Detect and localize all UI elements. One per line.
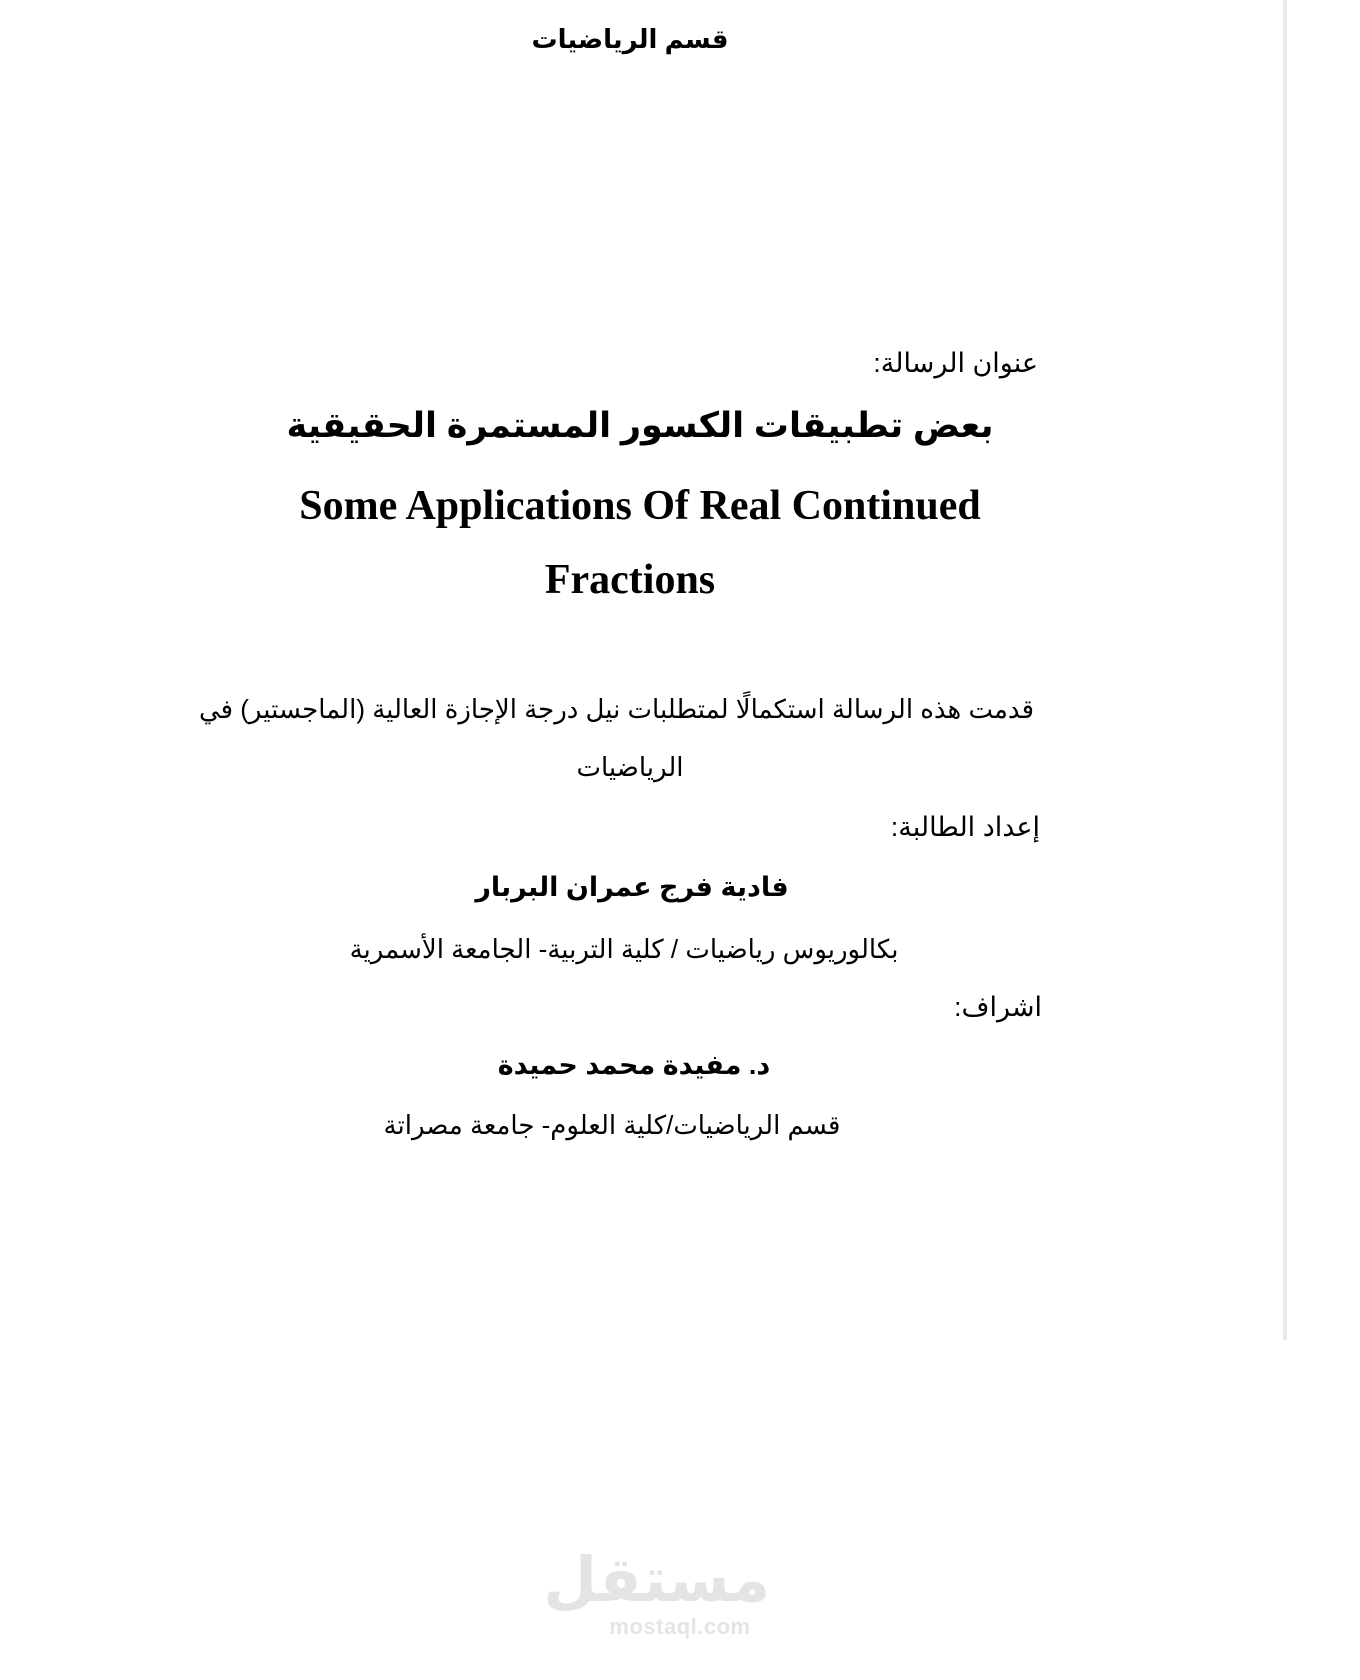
thesis-title-label: عنوان الرسالة: (873, 348, 1038, 378)
student-degree-text: بكالوريوس رياضيات / كلية التربية- الجامعة الأسمرية (349, 934, 899, 964)
supervisor-affiliation-text: قسم الرياضيات/كلية العلوم- جامعة مصراتة (383, 1110, 841, 1140)
supervisor-name (0, 1050, 1360, 1081)
student-degree (0, 934, 1360, 965)
student-label: إعداد الطالبة: (890, 812, 1040, 842)
supervisor-affiliation (0, 1110, 1360, 1141)
student-name-text: فادية فرج عمران البربار (475, 872, 789, 902)
submission-statement-line1: قدمت هذه الرسالة استكمالًا لمتطلبات نيل درجة الإجازة العالية (الماجستير) في (198, 694, 1034, 724)
supervisor-name-text: د. مفيدة محمد حميدة (497, 1050, 771, 1080)
student-name (0, 872, 1360, 903)
thesis-title-arabic-text: بعض تطبيقات الكسور المستمرة الحقيقية (286, 406, 994, 445)
supervisor-label: اشراف: (953, 992, 1042, 1022)
submission-statement-line2 (0, 752, 1360, 783)
watermark-brand-english: mostaql.com (609, 1614, 751, 1639)
department-header-text: قسم الرياضيات (531, 24, 729, 54)
submission-statement-line2-text: الرياضيات (576, 752, 684, 782)
mostaql-watermark-logo (543, 1546, 770, 1640)
thesis-title-arabic (0, 406, 1360, 446)
department-header (0, 24, 1360, 55)
thesis-title-english-line2 (0, 556, 1360, 604)
cropped-top-text (510, 0, 730, 4)
thesis-title-english-line1 (0, 482, 1360, 530)
thesis-title-english-line2-text: Fractions (544, 557, 716, 603)
thesis-title-english-line1-text: Some Applications Of Real Continued (299, 483, 981, 529)
watermark-brand-arabic: مستقل (543, 1546, 770, 1615)
